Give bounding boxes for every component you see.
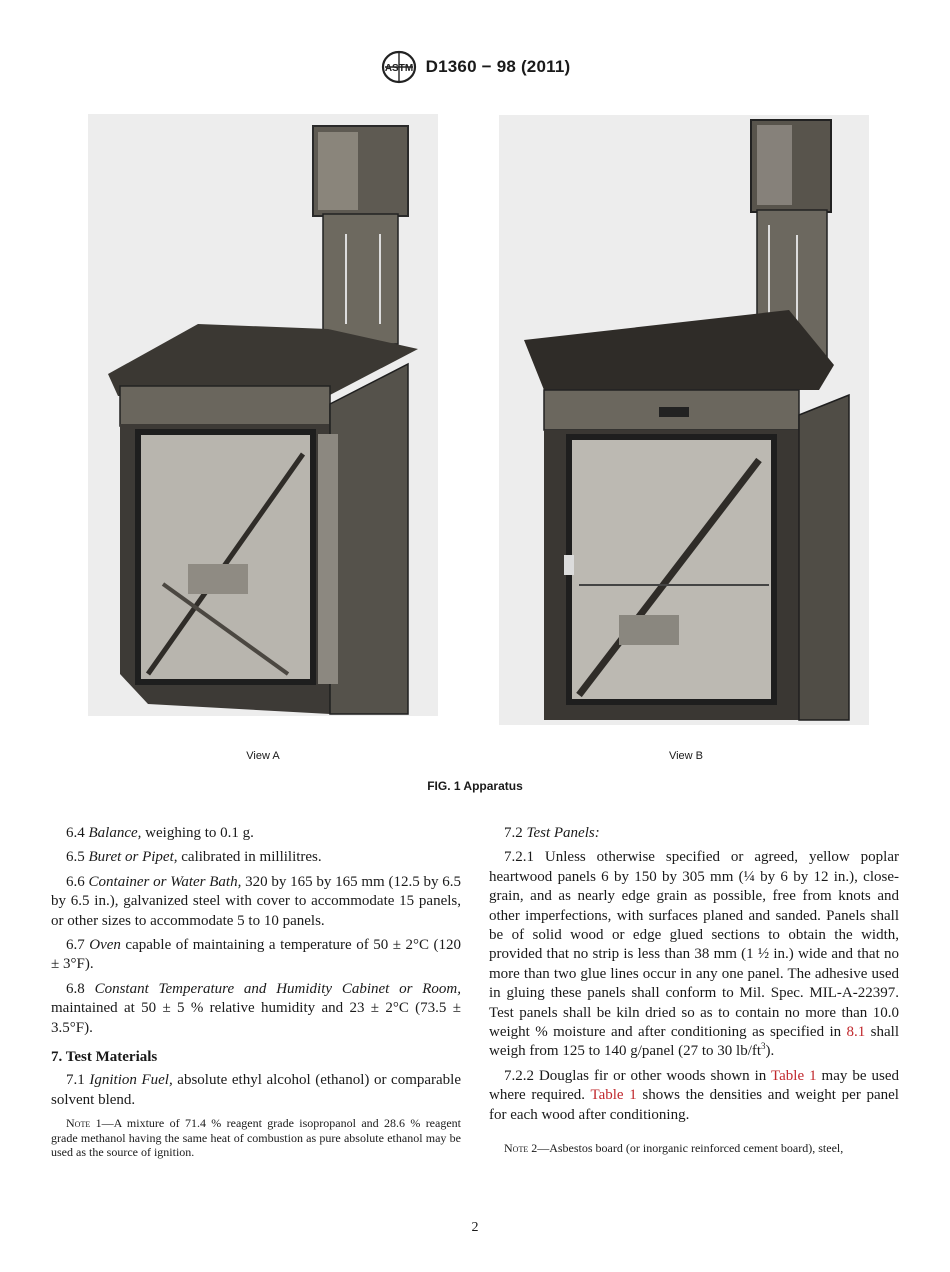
page-number: 2 <box>471 1220 479 1235</box>
paragraph-6-6: 6.6 Container or Water Bath, 320 by 165 by 165 mm (12.5 by 6.5 by 6.5 in.), galvanized steel with cover to accommodate 15 panels, or other sizes to accommodate 5 to 10 panels. <box>51 873 461 929</box>
note-1: Note 1—A mixture of 71.4 % reagent grade isopropanol and 28.6 % reagent grade methanol having the same heat of combustion as pure absolute ethanol may be used as the source of ignition. <box>51 1116 461 1160</box>
apparatus-photo-view-a <box>88 114 438 716</box>
right-column <box>489 824 899 1156</box>
paragraph-7-2: 7.2 Test Panels: <box>504 825 600 841</box>
paragraph-6-7: 6.7 Oven capable of maintaining a temperature of 50 ± 2°C (120 ± 3°F). <box>51 937 461 973</box>
page-header <box>0 50 950 84</box>
astm-logo-icon <box>380 50 418 84</box>
table-1-link[interactable]: Table 1 <box>771 1067 817 1084</box>
table-1-link-2[interactable]: Table 1 <box>590 1087 637 1104</box>
paragraph-6-5: 6.5 Buret or Pipet, calibrated in millilitres. <box>66 849 322 866</box>
figure-caption: FIG. 1 Apparatus <box>427 779 523 793</box>
view-a-label: View A <box>246 750 280 762</box>
apparatus-photo-view-b <box>499 115 869 725</box>
paragraph-7-2-2: 7.2.2 Douglas fir or other woods shown in Table 1 may be used where required. Table 1 shows the densities and weight per panel for each wood after conditioning. <box>489 1067 899 1123</box>
view-b-label: View B <box>668 750 704 762</box>
paragraph-6-4: 6.4 Balance, weighing to 0.1 g. <box>66 825 254 841</box>
section-heading-test-materials: 7. Test Materials <box>51 1049 158 1066</box>
section-8-1-link[interactable]: 8.1 <box>846 1024 866 1041</box>
paragraph-7-2-1: 7.2.1 Unless otherwise specified or agreed, yellow poplar heartwood panels 6 by 150 by 305 mm (¼ by 6 by 12 in.), close-grain, and as nearly edge grain as possible, free from knots and other imperfections, with surfaces planed and sanded. Panels shall be of solid wood or edge glued sections to obtain the width, provided that no strip is less than 38 mm (1 ½ in.) wide and that no more than two glue lines occur in any one panel. The adhesive used in gluing these panels shall conform to Mil. Spec. MIL-A-22397. Test panels shall be kiln dried so as to contain no more than 10.0 weight % moisture and after conditioning as specified in 8.1 shall weigh from 125 to 140 g/panel (27 to 30 $lb/ft^3$). <box>489 849 899 1060</box>
paragraph-7-1: 7.1 Ignition Fuel, absolute ethyl alcohol (ethanol) or comparable solvent blend. <box>51 1072 462 1108</box>
document-id: D1360 − 98 (2011) <box>425 57 571 76</box>
svg-text:ASTM: ASTM <box>384 63 413 74</box>
left-column <box>51 824 461 1160</box>
paragraph-6-8: 6.8 Constant Temperature and Humidity Cabinet or Room, maintained at 50 ± 5 % relative humidity and 23 ± 2°C (73.5 ± 3.5°F). <box>51 980 462 1036</box>
note-2: Note 2—Asbestos board (or inorganic reinforced cement board), steel, <box>504 1141 844 1156</box>
